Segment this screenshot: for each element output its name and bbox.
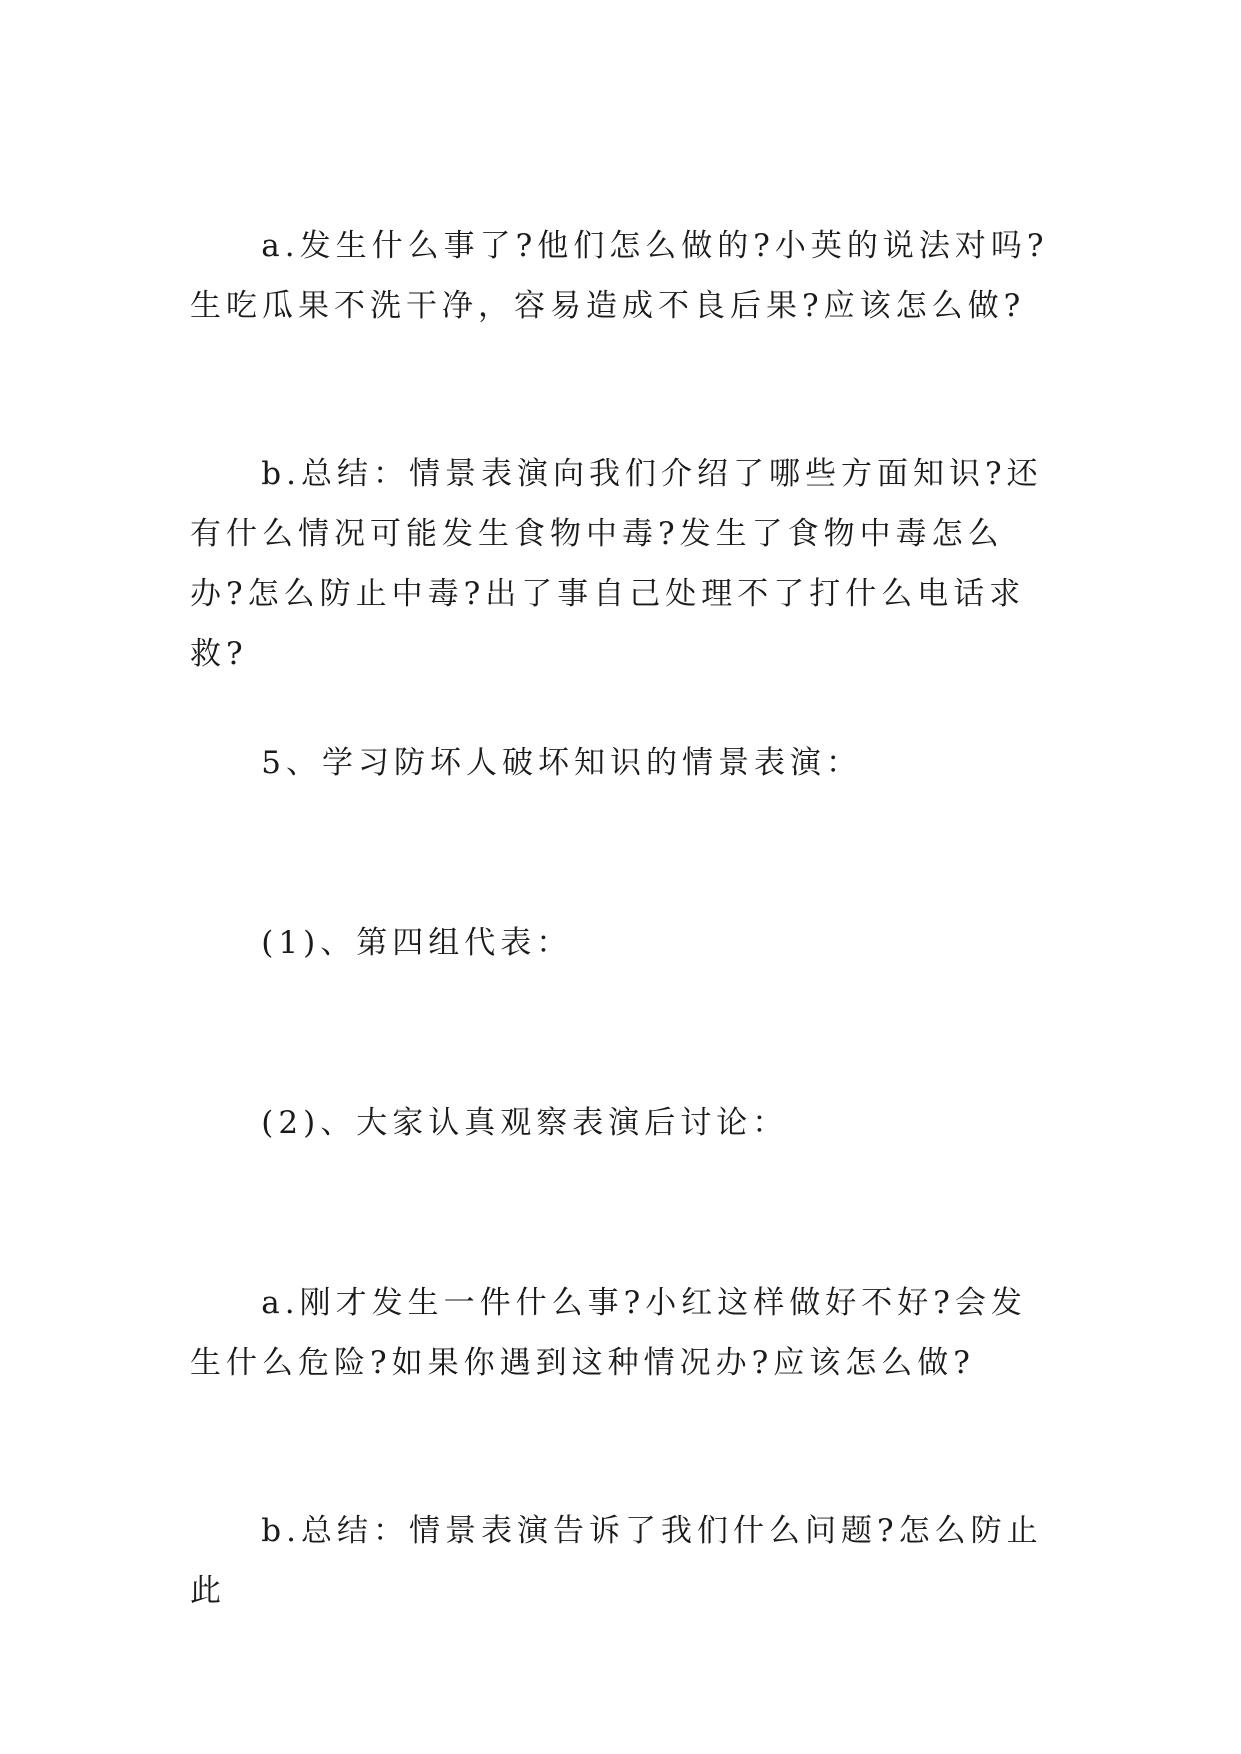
section-heading-5: 5、学习防坏人破坏知识的情景表演： [261,745,863,781]
list-item-1: (1)、第四组代表： [261,925,573,961]
paragraph-food-summary: b.总结：情景表演向我们介绍了哪些方面知识?还有什么情况可能发生食物中毒?发生了食物中毒怎么办?怎么防止中毒?出了事自己处理不了打什么电话求救? [190,456,1043,672]
paragraph-food-question: a.发生什么事了?他们怎么做的?小英的说法对吗?生吃瓜果不洗干净，容易造成不良后果?应该怎么做? [190,228,1049,324]
paragraph-danger-summary: b.总结：情景表演告诉了我们什么问题?怎么防止此 [190,1513,1043,1609]
paragraph-danger-question: a.刚才发生一件什么事?小红这样做好不好?会发生什么危险?如果你遇到这种情况办?应该怎么做? [190,1285,1027,1381]
list-item-2: (2)、大家认真观察表演后讨论： [261,1105,789,1141]
